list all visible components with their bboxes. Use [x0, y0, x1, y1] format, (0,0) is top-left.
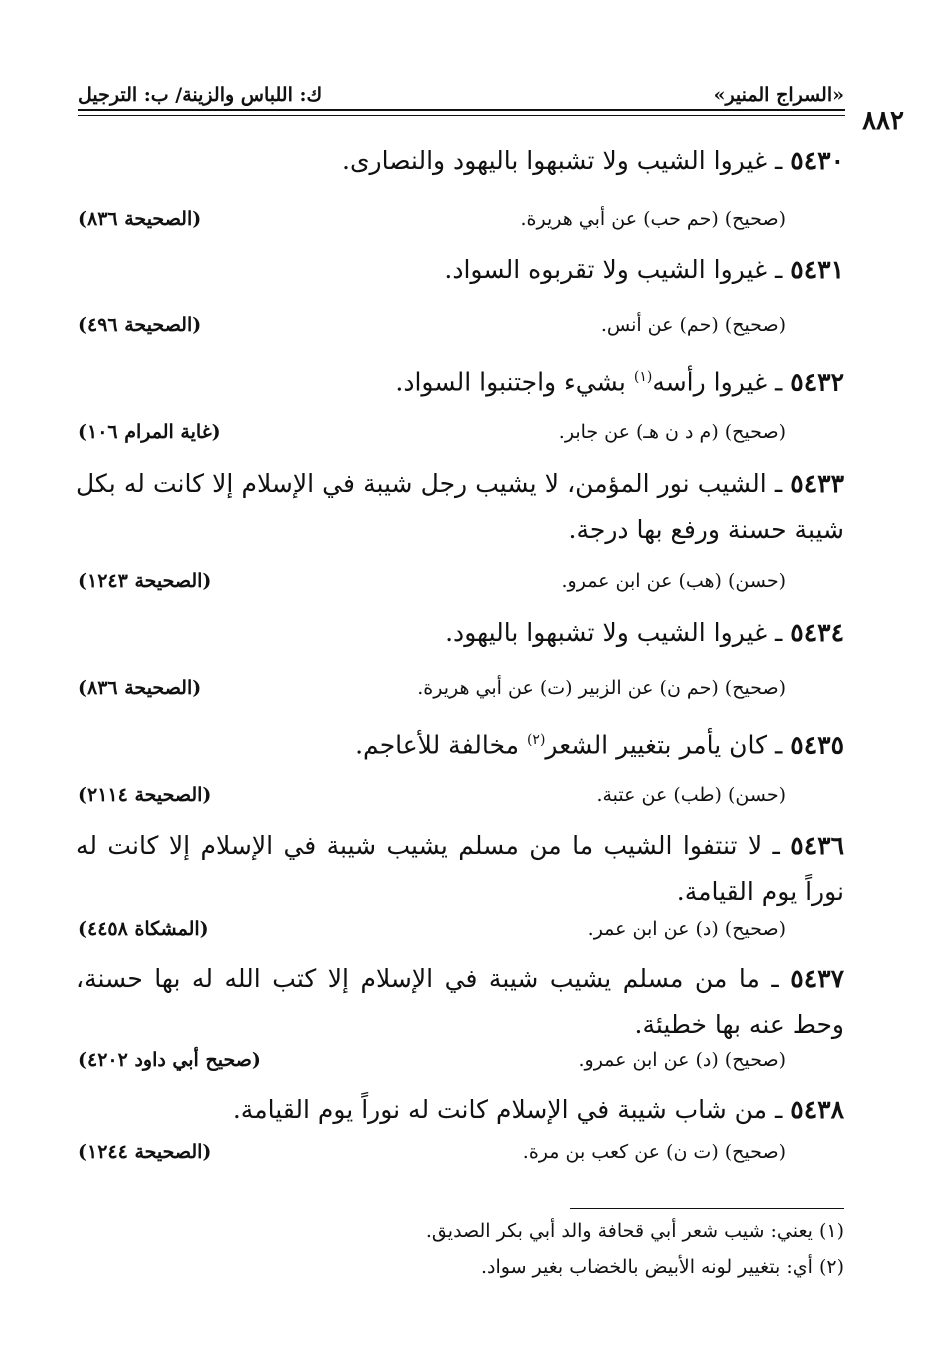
hadith-reference: (الصحيحة ٨٣٦)	[78, 208, 202, 230]
hadith-reference: (غاية المرام ١٠٦)	[78, 421, 221, 443]
dash: ـ	[767, 367, 791, 397]
hadith-text	[76, 461, 844, 553]
dash: ـ	[762, 831, 791, 860]
hadith-number: ٥٤٣٣	[790, 469, 844, 498]
footnote	[426, 1220, 844, 1242]
hadith-reference: (الصحيحة ٢١١٤)	[78, 784, 212, 806]
page-number: ٨٨٢	[862, 106, 904, 136]
hadith-body: الشيب نور المؤمن، لا يشيب رجل شيبة في الإسلام إلا كانت له بكل شيبة حسنة ورفع بها درجة.	[76, 469, 844, 544]
hadith-body: غيروا الشيب ولا تقربوه السواد.	[444, 255, 768, 284]
hadith-body: لا تنتفوا الشيب ما من مسلم يشيب شيبة في الإسلام إلا كانت له نوراً يوم القيامة.	[76, 831, 844, 906]
footnote-marker[interactable]: (١)	[633, 369, 653, 385]
hadith-reference: (المشكاة ٤٤٥٨)	[78, 918, 209, 940]
dash: ـ	[767, 730, 791, 760]
footnote-mark: (٢)	[818, 1256, 844, 1278]
hadith-number: ٥٤٣٧	[790, 964, 844, 993]
hadith-text	[76, 956, 844, 1048]
dash: ـ	[759, 964, 791, 993]
hadith-text	[76, 610, 844, 656]
footnote-marker[interactable]: (٢)	[526, 732, 546, 748]
hadith-text	[76, 354, 844, 405]
hadith-number: ٥٤٣٥	[790, 730, 844, 760]
dash: ـ	[766, 469, 791, 498]
dash: ـ	[767, 255, 791, 284]
header-rule-thick	[78, 109, 845, 111]
hadith-text	[76, 247, 844, 293]
hadith-source: (صحيح) (ت ن) عن كعب بن مرة.	[522, 1141, 786, 1163]
dash: ـ	[767, 146, 791, 175]
hadith-body: غيروا رأسه	[652, 367, 768, 397]
hadith-reference: (صحيح أبي داود ٤٢٠٢)	[78, 1049, 261, 1071]
hadith-source: (حسن) (هب) عن ابن عمرو.	[561, 570, 786, 592]
hadith-text	[76, 1087, 844, 1133]
footnote	[481, 1256, 844, 1278]
hadith-number: ٥٤٣٢	[790, 367, 844, 397]
hadith-source: (صحيح) (حم ن) عن الزبير (ت) عن أبي هريرة.	[417, 677, 786, 699]
hadith-body: غيروا الشيب ولا تشبهوا باليهود والنصارى.	[342, 146, 768, 175]
hadith-source: (صحيح) (حم حب) عن أبي هريرة.	[520, 208, 786, 230]
hadith-body-cont: مخالفة للأعاجم.	[355, 730, 527, 760]
hadith-source: (صحيح) (د) عن ابن عمرو.	[578, 1049, 786, 1071]
hadith-body: من شاب شيبة في الإسلام كانت له نوراً يوم القيامة.	[232, 1095, 768, 1124]
footnote-mark: (١)	[818, 1220, 844, 1242]
hadith-reference: (الصحيحة ١٢٤٣)	[78, 570, 212, 592]
hadith-source: (صحيح) (د) عن ابن عمر.	[587, 918, 786, 940]
hadith-reference: (الصحيحة ٤٩٦)	[78, 314, 202, 336]
hadith-number: ٥٤٣٦	[790, 831, 845, 860]
hadith-reference: (الصحيحة ١٢٤٤)	[78, 1141, 212, 1163]
hadith-body: ما من مسلم يشيب شيبة في الإسلام إلا كتب الله له بها حسنة، وحط عنه بها خطيئة.	[76, 964, 844, 1039]
hadith-body-cont: بشيء واجتنبوا السواد.	[395, 367, 634, 397]
hadith-body: غيروا الشيب ولا تشبهوا باليهود.	[445, 618, 768, 647]
book-title: «السراج المنير»	[713, 84, 844, 106]
hadith-source: (صحيح) (حم) عن أنس.	[600, 314, 786, 336]
hadith-reference: (الصحيحة ٨٣٦)	[78, 677, 202, 699]
hadith-body: كان يأمر بتغيير الشعر	[545, 730, 768, 760]
hadith-text	[76, 138, 844, 184]
footnote-text: يعني: شيب شعر أبي قحافة والد أبي بكر الصديق.	[425, 1220, 819, 1242]
dash: ـ	[767, 1095, 791, 1124]
hadith-source: (حسن) (طب) عن عتبة.	[596, 784, 786, 806]
hadith-number: ٥٤٣٨	[790, 1095, 844, 1124]
hadith-number: ٥٤٣٠	[790, 146, 844, 175]
footnote-text: أي: بتغيير لونه الأبيض بالخضاب بغير سواد.	[481, 1256, 819, 1278]
dash: ـ	[767, 618, 791, 647]
hadith-text	[76, 823, 844, 915]
chapter-heading: ك: اللباس والزينة/ ب: الترجيل	[78, 84, 323, 106]
hadith-text	[76, 717, 844, 768]
footnote-rule	[570, 1208, 844, 1209]
header-rule-thin	[78, 115, 845, 116]
hadith-source: (صحيح) (م د ن هـ) عن جابر.	[558, 421, 786, 443]
hadith-number: ٥٤٣١	[790, 255, 844, 284]
hadith-number: ٥٤٣٤	[790, 618, 844, 647]
